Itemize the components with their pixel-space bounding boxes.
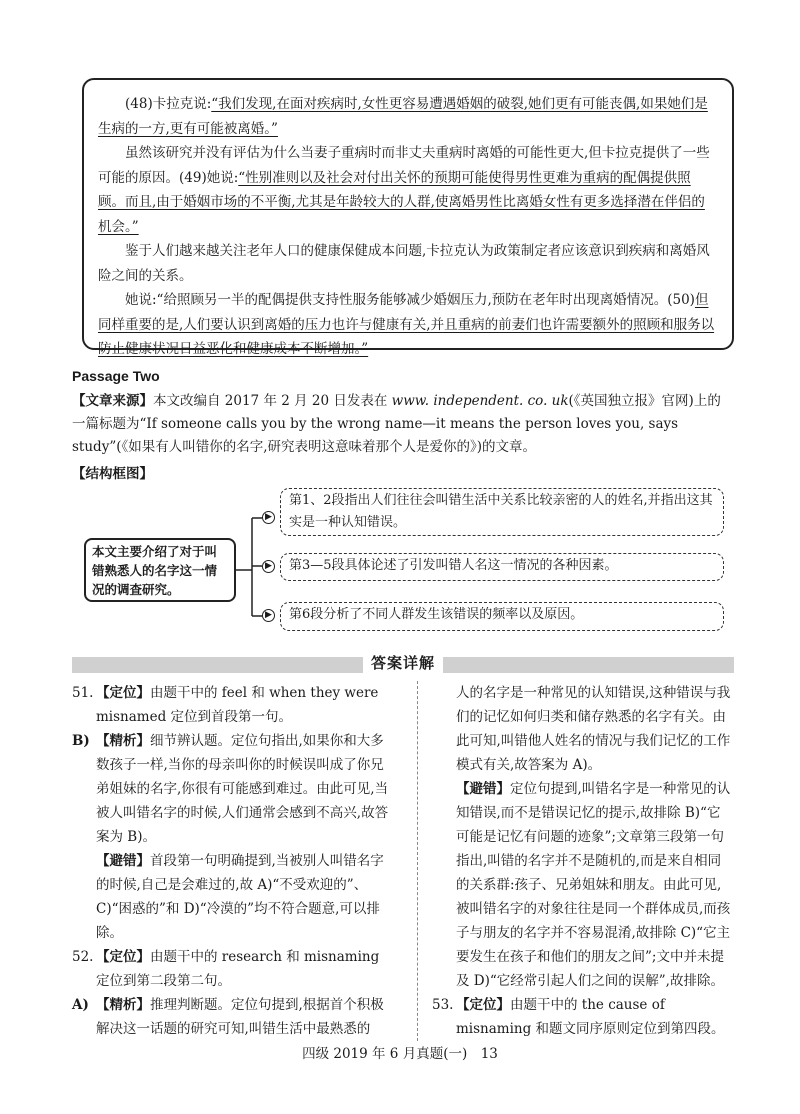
underlined-text: “性别准则以及社会对付出关怀的预期可能使得男性更难为重病的配偶提供照顾。而且,由于婚姻市场的不平衡,尤其是年龄较大的人群,使离婚男性比离婚女性有更多选择潜在伴侣的机会。” xyxy=(98,169,705,235)
q51-locate xyxy=(72,681,390,729)
tag: 【精析】 xyxy=(96,733,150,749)
q51-avoid xyxy=(72,849,390,945)
q52-avoid xyxy=(432,777,732,993)
underlined-text: 但同样重要的是,人们要认识到离婚的压力也许与健康有关,并且重病的前妻们也许需要额外的照顾和服务以防止健康状况日益恶化和健康成本不断增加。” xyxy=(98,292,715,357)
q53-locate xyxy=(432,993,732,1041)
text: 推理判断题。定位句提到,根据首个积极解决这一话题的研究可知,叫错生活中最熟悉的 xyxy=(96,997,384,1037)
arrow-right-icon: ▶ xyxy=(262,560,275,573)
tag: 【定位】 xyxy=(96,949,150,965)
source-label: 【文章来源】 xyxy=(72,393,153,409)
text: (48)卡拉克说: xyxy=(125,96,212,112)
source-url: www. independent. co. uk xyxy=(391,393,569,409)
tag: 【精析】 xyxy=(96,997,150,1013)
framework-item-2: 第3—5段具体论述了引发叫错人名这一情况的各种因素。 xyxy=(280,553,724,581)
framework-item-3: 第6段分析了不同人群发生该错误的频率以及原因。 xyxy=(280,602,724,631)
tag: 【定位】 xyxy=(456,997,510,1013)
text: 虽然该研究并没有评估为什么当妻子重病时而非丈夫重病时离婚的可能性更大,但卡拉克提供了一些可能的原因。(49)她说: xyxy=(98,145,710,186)
text: 她说:“给照顾另一半的配偶提供支持性服务能够减少婚姻压力,预防在老年时出现离婚情况。(50) xyxy=(125,292,695,308)
framework-main-box: 本文主要介绍了对于叫错熟悉人的名字这一情况的调查研究。 xyxy=(84,538,236,602)
text: (《英国独立报》官网)上的一篇标题为“If someone calls you by the wrong name—it means the person loves you, says study”(《如果有人叫错你的名字,研究表明这意味着那个人是爱你的》)的文章。 xyxy=(72,393,721,455)
text: 首段第一句明确提到,当被别人叫错名字的时候,自己是会难过的,故 A)“不受欢迎的”、C)“困惑的”和 D)“冷漠的”均不符合题意,可以排除。 xyxy=(96,853,384,941)
q52-analysis xyxy=(72,993,390,1041)
framework-item-1: 第1、2段指出人们往往会叫错生活中关系比较亲密的人的姓名,并指出这其实是一种认知错误。 xyxy=(280,488,724,536)
text: 本文改编自 2017 年 2 月 20 日发表在 xyxy=(153,393,392,409)
answers-left-column xyxy=(72,681,390,1041)
question-number: 52. xyxy=(72,949,94,965)
text: 由题干中的 research 和 misnaming 定位到第二段第二句。 xyxy=(96,949,380,989)
text: 由题干中的 the cause of misnaming 和题文同序原则定位到第四段。 xyxy=(456,997,725,1037)
text: 定位句提到,叫错名字是一种常见的认知错误,而不是错误记忆的提示,故排除 B)“它可能是记忆有问题的迹象”;文章第三段第一句指出,叫错的名字并不是随机的,而是来自相同的关系群:孩子、兄弟姐妹和朋友。由此可见,被叫错名字的对象往往是同一个群体成员,而孩子与朋友的名字并不容易混淆,故排除 C)“它主要发生在孩子和他们的朋友之间”;文中并未提及 D)“它经常引起人们之间的误解”,故排除。 xyxy=(456,781,731,989)
q51-analysis xyxy=(72,729,390,849)
arrow-right-icon: ▶ xyxy=(262,609,275,622)
q52-locate xyxy=(72,945,390,993)
section-title: 答案详解 xyxy=(363,652,443,673)
answer-letter: A) xyxy=(72,997,89,1013)
page-footer: 四级 2019 年 6 月真题(一) 13 xyxy=(302,1046,498,1062)
tag: 【避错】 xyxy=(456,781,510,797)
passage-title: Passage Two xyxy=(72,368,160,384)
tag: 【定位】 xyxy=(96,685,150,701)
column-divider xyxy=(417,681,418,1041)
answers-banner xyxy=(72,654,734,673)
arrow-right-icon: ▶ xyxy=(262,511,275,524)
tag: 【避错】 xyxy=(96,853,150,869)
box-paragraph-3: 鉴于人们越来越关注老年人口的健康保健成本问题,卡拉克认为政策制定者应该意识到疾病和离婚风险之间的关系。 xyxy=(98,243,710,284)
q52-analysis-cont: 人的名字是一种常见的认知错误,这种错误与我们的记忆如何归类和储存熟悉的名字有关。由此可知,叫错他人姓名的情况与我们记忆的工作模式有关,故答案为 A)。 xyxy=(456,685,731,773)
answers-right-column xyxy=(432,681,732,1041)
text: 细节辨认题。定位句指出,如果你和大多数孩子一样,当你的母亲叫你的时候误叫成了你兄弟姐妹的名字,你很有可能感到难过。由此可见,当被人叫错名字的时候,人们通常会感到不高兴,故答案为 B)。 xyxy=(96,733,389,845)
text: 由题干中的 feel 和 when they were misnamed 定位到首段第一句。 xyxy=(96,685,379,725)
question-number: 51. xyxy=(72,685,94,701)
answer-letter: B) xyxy=(72,733,90,749)
framework-heading: 【结构框图】 xyxy=(72,466,153,482)
question-number: 53. xyxy=(432,997,454,1013)
underlined-text: “我们发现,在面对疾病时,女性更容易遭遇婚姻的破裂,她们更有可能丧偶,如果她们是生病的一方,更有可能被离婚。” xyxy=(98,96,708,137)
